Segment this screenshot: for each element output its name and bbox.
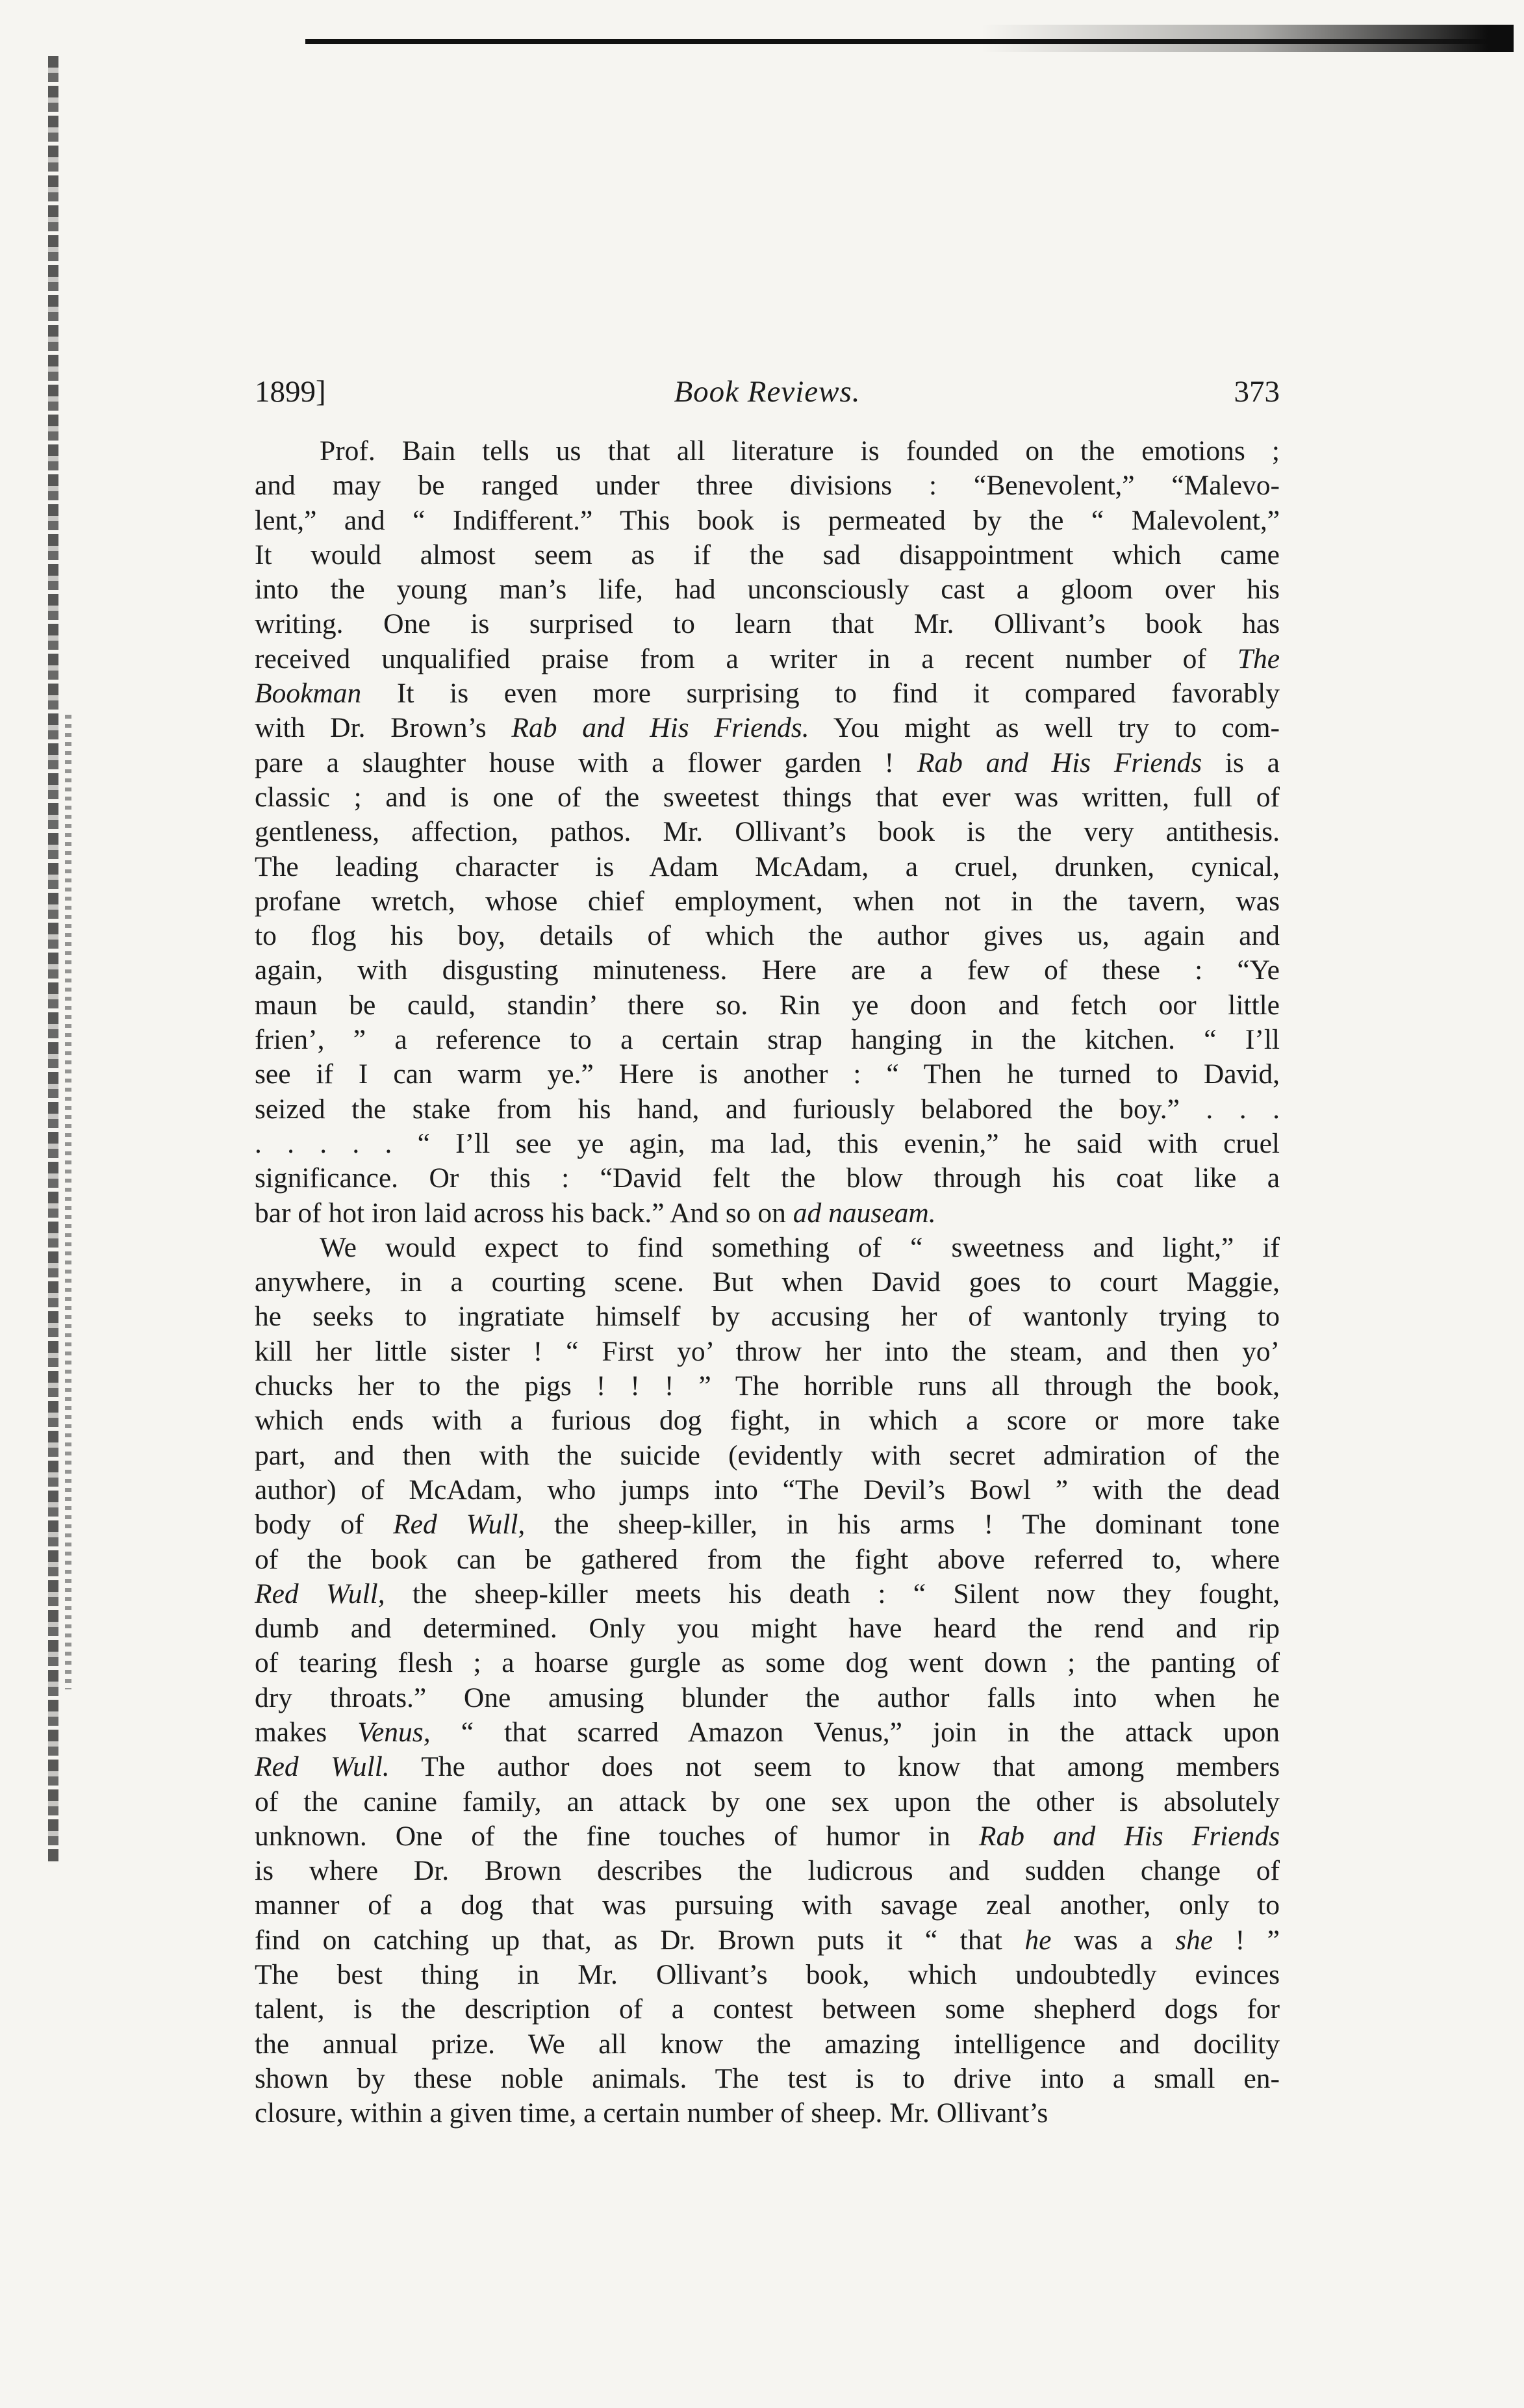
text-run: part, and then with the suicide (evidently with secret admiration of the: [255, 1439, 1280, 1471]
text-run: It would almost seem as if the sad disappointment which came: [255, 539, 1280, 570]
text-run: with Dr. Brown’s: [255, 712, 512, 744]
text-run: bar of hot iron laid across his back.” And so on: [255, 1197, 793, 1229]
running-title: Book Reviews.: [674, 375, 861, 409]
text-line: [255, 1854, 1280, 1888]
text-line: [255, 919, 1280, 953]
text-run: seized the stake from his hand, and furiously belabored the boy.” . . .: [255, 1093, 1280, 1125]
text-run: chucks her to the pigs ! ! ! ” The horrible runs all through the book,: [255, 1370, 1280, 1402]
text-line: [255, 1992, 1280, 2027]
text-line: [255, 1403, 1280, 1438]
text-line: [255, 711, 1280, 745]
text-line: [255, 1439, 1280, 1473]
text-run: of tearing flesh ; a hoarse gurgle as some dog went down ; the panting of: [255, 1647, 1280, 1679]
text-line: [255, 1023, 1280, 1057]
text-line: [255, 572, 1280, 607]
text-run: to flog his boy, details of which the author gives us, again and: [255, 920, 1280, 952]
text-line: [255, 1819, 1280, 1854]
text-line: [255, 1057, 1280, 1092]
text-run: maun be cauld, standin’ there so. Rin ye doon and fetch oor little: [255, 989, 1280, 1021]
text-line: [255, 1127, 1280, 1161]
text-line: [255, 1958, 1280, 1992]
text-run: gentleness, affection, pathos. Mr. Ollivant’s book is the very antithesis.: [255, 816, 1280, 848]
text-run: dumb and determined. Only you might have heard the rend and rip: [255, 1613, 1280, 1645]
text-line: [255, 780, 1280, 815]
text-run: lent,” and “ Indifferent.” This book is permeated by the “ Malevolent,”: [255, 504, 1280, 536]
text-run: classic ; and is one of the sweetest things that ever was written, full of: [255, 781, 1280, 813]
text-run: dry throats.” One amusing blunder the author falls into when he: [255, 1682, 1280, 1713]
italic-text: Red Wull,: [255, 1578, 385, 1609]
text-line: [255, 815, 1280, 849]
text-run: The best thing in Mr. Ollivant’s book, which undoubtedly evinces: [255, 1959, 1280, 1991]
text-run: was a: [1051, 1924, 1176, 1956]
italic-text: he: [1024, 1924, 1052, 1956]
text-line: [255, 1715, 1280, 1750]
italic-text: ad nauseam.: [793, 1197, 936, 1229]
text-line: [255, 1785, 1280, 1819]
text-line: [255, 1335, 1280, 1369]
text-line: [255, 434, 1280, 468]
paragraph: [255, 434, 1280, 1231]
scan-top-rule: [305, 25, 1514, 52]
text-run: significance. Or this : “David felt the blow through his coat like a: [255, 1162, 1280, 1194]
text-line: [255, 1196, 1280, 1231]
text-run: body of: [255, 1509, 394, 1541]
page-header: [255, 369, 1280, 415]
page-number: 373: [1234, 375, 1280, 409]
text-line: [255, 1543, 1280, 1577]
text-run: writing. One is surprised to learn that Mr. Ollivant’s book has: [255, 608, 1280, 640]
text-run: profane wretch, whose chief employment, when not in the tavern, was: [255, 885, 1280, 917]
text-run: It is even more surprising to find it compared favorably: [361, 678, 1280, 710]
text-run: The leading character is Adam McAdam, a cruel, drunken, cynical,: [255, 851, 1280, 882]
text-line: [255, 468, 1280, 503]
text-line: [255, 1611, 1280, 1646]
text-run: is where Dr. Brown describes the ludicrous and sudden change of: [255, 1855, 1280, 1887]
text-line: [255, 504, 1280, 538]
text-line: [255, 988, 1280, 1023]
text-run: We would expect to find something of “ sweetness and light,” if: [320, 1231, 1280, 1263]
text-line: [255, 850, 1280, 884]
text-line: [255, 676, 1280, 711]
text-line: [255, 1473, 1280, 1507]
text-line: [255, 1681, 1280, 1715]
text-line: [255, 1300, 1280, 1334]
text-line: [255, 2062, 1280, 2096]
text-line: [255, 607, 1280, 641]
text-line: [255, 1750, 1280, 1784]
italic-text: Rab and His Friends: [978, 1820, 1280, 1852]
italic-text: Rab and His Friends: [917, 747, 1202, 778]
text-run: “ that scarred Amazon Venus,” join in the attack upon: [430, 1716, 1280, 1748]
text-run: shown by these noble animals. The test is to drive into a small en-: [255, 2062, 1280, 2094]
text-run: is a: [1202, 747, 1280, 778]
text-run: and may be ranged under three divisions : “Benevolent,” “Malevo-: [255, 470, 1280, 502]
review-body: [255, 434, 1280, 2131]
paragraph: [255, 1231, 1280, 2131]
text-run: ! ”: [1213, 1924, 1280, 1956]
text-line: [255, 953, 1280, 988]
text-line: [255, 1231, 1280, 1265]
text-run: the annual prize. We all know the amazing intelligence and docility: [255, 2028, 1280, 2060]
text-line: [255, 1369, 1280, 1403]
italic-text: Red Wull,: [393, 1509, 526, 1541]
text-run: again, with disgusting minuteness. Here are a few of these : “Ye: [255, 954, 1280, 986]
italic-text: she: [1175, 1924, 1213, 1956]
text-run: talent, is the description of a contest between some shepherd dogs for: [255, 1993, 1280, 2025]
text-run: see if I can warm ye.” Here is another : “ Then he turned to David,: [255, 1058, 1280, 1090]
text-run: . . . . . “ I’ll see ye agin, ma lad, this evenin,” he said with cruel: [255, 1127, 1280, 1159]
header-year: 1899]: [255, 375, 326, 409]
italic-text: The: [1237, 643, 1280, 674]
text-run: closure, within a given time, a certain number of sheep. Mr. Ollivant’s: [255, 2097, 1048, 2129]
text-run: of the canine family, an attack by one sex upon the other is absolutely: [255, 1786, 1280, 1817]
text-line: [255, 538, 1280, 572]
text-line: [255, 642, 1280, 676]
text-run: of the book can be gathered from the fight above referred to, where: [255, 1543, 1280, 1575]
italic-text: Venus,: [357, 1716, 431, 1748]
text-run: manner of a dog that was pursuing with savage zeal another, only to: [255, 1889, 1280, 1921]
text-run: You might as well try to com-: [809, 712, 1280, 744]
text-run: pare a slaughter house with a flower garden !: [255, 747, 917, 778]
text-run: he seeks to ingratiate himself by accusing her of wantonly trying to: [255, 1301, 1280, 1333]
text-line: [255, 1577, 1280, 1611]
text-run: which ends with a furious dog fight, in which a score or more take: [255, 1405, 1280, 1437]
text-run: into the young man’s life, had unconsciously cast a gloom over his: [255, 574, 1280, 606]
scan-binding-edge-inner: [65, 715, 71, 1689]
text-line: [255, 1646, 1280, 1680]
text-run: unknown. One of the fine touches of humor in: [255, 1820, 979, 1852]
text-line: [255, 1092, 1280, 1127]
text-run: author) of McAdam, who jumps into “The Devil’s Bowl ” with the dead: [255, 1474, 1280, 1505]
italic-text: Rab and His Friends.: [511, 712, 809, 744]
italic-text: Bookman: [255, 678, 362, 710]
italic-text: Red Wull.: [255, 1751, 390, 1783]
text-line: [255, 2027, 1280, 2062]
text-line: [255, 1265, 1280, 1300]
text-run: the sheep-killer, in his arms ! The dominant tone: [525, 1509, 1280, 1541]
text-run: anywhere, in a courting scene. But when David goes to court Maggie,: [255, 1266, 1280, 1298]
text-line: [255, 2096, 1280, 2131]
text-run: frien’, ” a reference to a certain strap hanging in the kitchen. “ I’ll: [255, 1024, 1280, 1056]
text-run: received unqualified praise from a writer in a recent number of: [255, 643, 1238, 674]
text-line: [255, 1923, 1280, 1958]
text-line: [255, 1888, 1280, 1923]
text-run: makes: [255, 1716, 358, 1748]
text-run: find on catching up that, as Dr. Brown puts it “ that: [255, 1924, 1025, 1956]
text-run: kill her little sister ! “ First yo’ throw her into the steam, and then yo’: [255, 1335, 1280, 1367]
text-run: The author does not seem to know that among members: [389, 1751, 1280, 1783]
text-line: [255, 1507, 1280, 1542]
scan-binding-edge: [48, 56, 58, 1862]
text-line: [255, 746, 1280, 780]
text-line: [255, 884, 1280, 919]
text-run: Prof. Bain tells us that all literature is founded on the emotions ;: [320, 435, 1280, 467]
text-line: [255, 1161, 1280, 1196]
text-run: the sheep-killer meets his death : “ Silent now they fought,: [385, 1578, 1280, 1609]
